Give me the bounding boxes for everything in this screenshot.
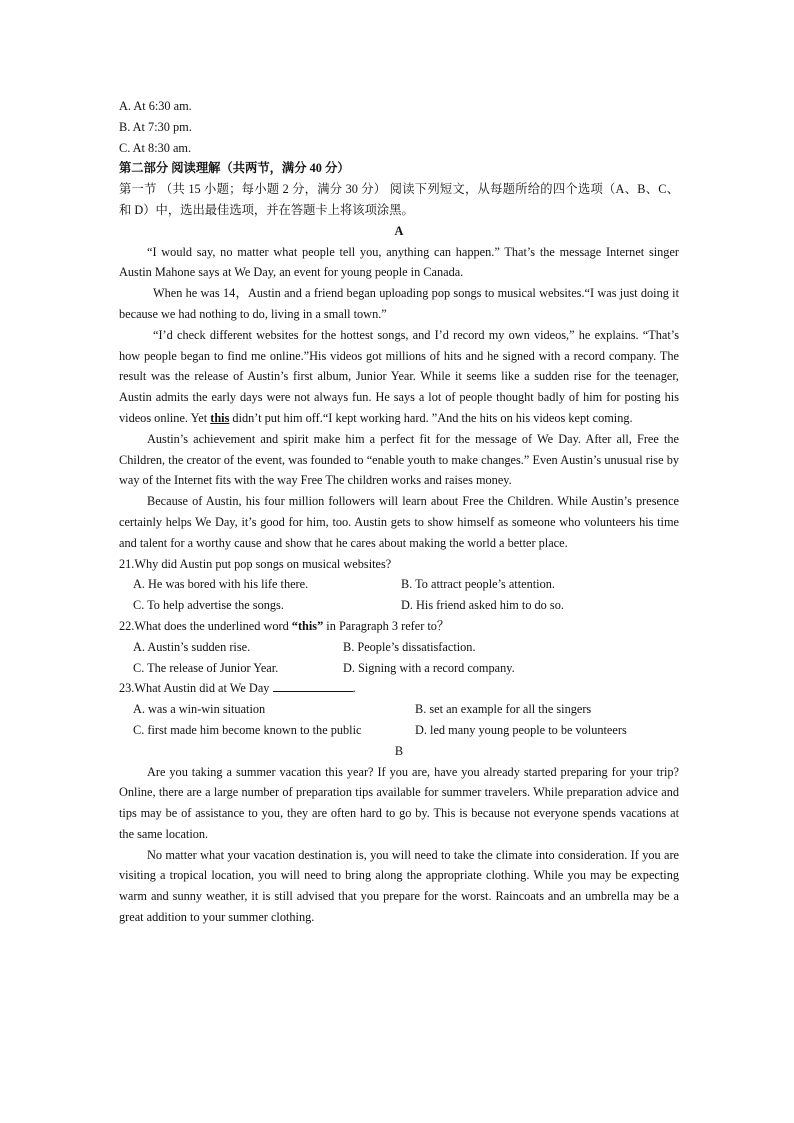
question-22-stem (119, 616, 679, 637)
question-22-options-row-2 (119, 658, 679, 679)
q22-stem-word: “this” (291, 618, 324, 633)
q22-stem-before: 22.What does the underlined word (119, 618, 292, 633)
passage-b-paragraph-1: Are you taking a summer vacation this year? If you are, have you already started preparing for your trip? Online, there are a large number of preparation tips available for summer travelers. While preparation advice and tips may be of assistance to you, they are often hard to go by. This is because not everyone spends vacations at the same location. (119, 764, 679, 841)
q21-option-c: C. To help advertise the songs. (133, 598, 284, 613)
listening-option-a: A. At 6:30 am. (119, 99, 192, 113)
q22-option-d: D. Signing with a record company. (343, 660, 515, 675)
part2-heading: 第二部分 阅读理解（共两节，满分 40 分） (119, 161, 350, 176)
question-22-options-row-1 (119, 637, 679, 658)
question-21-stem: 21.Why did Austin put pop songs on musical websites? (119, 556, 392, 571)
listening-option-b: B. At 7:30 pm. (119, 119, 192, 134)
passage-a-paragraph-4: Austin’s achievement and spirit make him a perfect fit for the message of We Day. After all, Free the Children, the creator of the event, was founded to “enable youth to make changes.” Even Austin’s unusual rise by way of the Internet fits with the way Free The children works and raises money. (119, 431, 679, 488)
question-21-options-row-2 (119, 595, 679, 616)
q21-option-a: A. He was bored with his life there. (133, 577, 309, 592)
q22-option-b: B. People’s dissatisfaction. (343, 639, 476, 654)
passage-a-paragraph-3 (119, 325, 679, 429)
q23-option-c: C. first made him become known to the public (133, 722, 362, 737)
passage-a-paragraph-5: Because of Austin, his four million followers will learn about Free the Children. While Austin’s presence certainly helps We Day, it’s good for him, too. Austin gets to show himself as someone who volunteers his time and talent for a worthy cause and show that he cares about making the world a better place. (119, 494, 679, 550)
q23-stem-text: 23.What Austin did at We Day (119, 681, 270, 696)
question-23-stem: 23.What Austin did at We Day . (119, 681, 356, 696)
listening-option-c: C. At 8:30 am. (119, 140, 192, 155)
exam-page (119, 96, 679, 928)
q22-option-a: A. Austin’s sudden rise. (133, 639, 251, 654)
q23-option-d: D. led many young people to be volunteers (415, 722, 627, 737)
q22-stem-after: in Paragraph 3 refer to？ (323, 618, 450, 633)
underlined-word-this: this (210, 410, 230, 425)
question-23-options-row-2 (119, 720, 679, 741)
paragraph-3-text-before: “I’d check different websites for the hottest songs, and I’d record my own videos,” he explains. “That’s how people began to find me online.”His videos got millions of hits and he signed with a record company. The result was the release of Austin’s first album, Junior Year. While it seems like a sudden rise for the teenager, Austin admits the early days were not always fun. He says a lot of people thought badly of him for posting his videos online. Yet (119, 327, 679, 425)
paragraph-3-text-after: didn’t put him off.“I kept working hard. ”And the hits on his videos kept coming. (229, 410, 633, 425)
passage-a-paragraph-1: “I would say, no matter what people tell you, anything can happen.” That’s the message Internet singer Austin Mahone says at We Day, an event for young people in Canada. (119, 244, 679, 280)
passage-b-title: B (394, 743, 404, 758)
q23-option-b: B. set an example for all the singers (415, 702, 592, 717)
q22-option-c: C. The release of Junior Year. (133, 660, 279, 675)
q23-option-a: A. was a win-win situation (133, 702, 266, 717)
q21-option-d: D. His friend asked him to do so. (401, 598, 564, 613)
section1-intro: 第一节 （共 15 小题；每小题 2 分，满分 30 分） 阅读下列短文，从每题所给的四个选项（A、B、C、和 D）中，选出最佳选项，并在答题卡上将该项涂黑。 (119, 182, 679, 217)
question-23-options-row-1 (119, 699, 679, 720)
passage-b-paragraph-2: No matter what your vacation destination is, you will need to take the climate into consideration. If you are visiting a tropical location, you will need to bring along the appropriate clothing. While you may be expecting warm and sunny weather, it is still advised that you prepare for the worst. Raincoats and an umbrella may be a great addition to your summer clothing. (119, 847, 679, 925)
passage-a-paragraph-2: When he was 14，Austin and a friend began uploading pop songs to musical websites.“I was just doing it because we had nothing to do, living in a small town.” (119, 286, 679, 321)
passage-a-title: A (394, 223, 404, 238)
q21-option-b: B. To attract people’s attention. (401, 577, 555, 592)
question-21-options-row-1 (119, 574, 679, 595)
answer-blank (273, 679, 353, 692)
